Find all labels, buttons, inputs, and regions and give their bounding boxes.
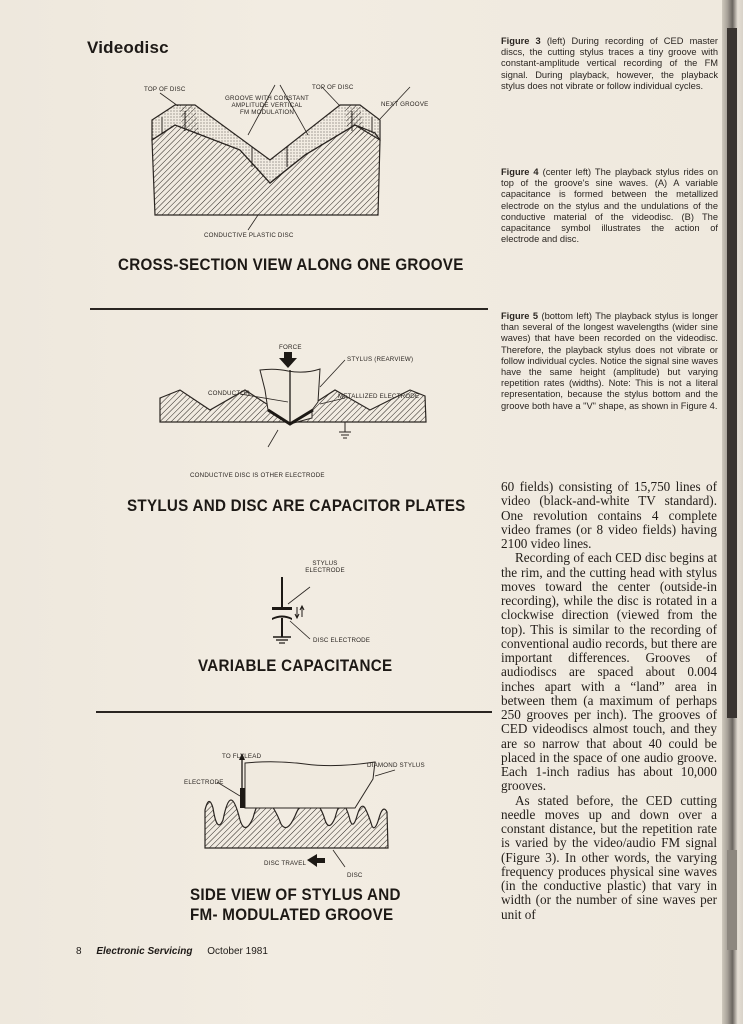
caption-figure-4: [501, 167, 718, 245]
label-next-groove: NEXT GROOVE: [381, 101, 429, 108]
label-to-flylead: TO FLYLEAD: [222, 753, 262, 760]
label-metallized-electrode: METALLIZED ELECTRODE: [338, 393, 420, 400]
divider-rule: [90, 308, 488, 310]
label-top-of-disc-left: TOP OF DISC: [144, 86, 186, 93]
ground-icon: [339, 422, 351, 438]
label-diamond-stylus: DIAMOND STYLUS: [367, 762, 425, 769]
electrode-bar: [240, 788, 245, 808]
label-conductive-plastic-disc: CONDUCTIVE PLASTIC DISC: [204, 232, 294, 239]
label-electrode: ELECTRODE: [184, 779, 224, 786]
figure-5-title-line-1: SIDE VIEW OF STYLUS AND: [190, 886, 401, 904]
page-edge: [722, 0, 743, 1024]
figure-3-title: CROSS-SECTION VIEW ALONG ONE GROOVE: [118, 256, 464, 274]
label-stylus-electrode-line-1: STYLUS: [312, 560, 338, 567]
label-groove-line-1: GROOVE WITH CONSTANT: [225, 95, 309, 102]
label-groove-line-2: AMPLITUDE VERTICAL: [231, 102, 303, 109]
body-paragraph: 60 fields) consisting of 15,750 lines of video (black-and-white TV standard). One revolution contains 4 complete video frames (or 8 video fields) having 2100 video lines.: [501, 479, 717, 551]
caption-label: Figure 5: [501, 311, 539, 321]
caption-label: Figure 3: [501, 36, 541, 46]
caption-text: (left) During recording of CED master discs, the cutting stylus traces a tiny groove with constant-amplitude vertical recording of the FM signal. During playback, however, the playback stylus does not vibrate or follow individual cycles.: [501, 36, 718, 91]
figure-4b-title: VARIABLE CAPACITANCE: [198, 657, 393, 675]
figure-5-title-line-2: FM- MODULATED GROOVE: [190, 906, 394, 924]
label-conductive-disc: CONDUCTIVE DISC IS OTHER ELECTRODE: [190, 472, 325, 479]
caption-text: (bottom left) The playback stylus is longer than several of the longest wavelengths (wider sine waves) that have been recorded on the videodisc. Therefore, the playback stylus does not vibrate or follow individual cycles. Notice the signal sine waves have the same height (amplitude) but varying repetition rates (widths). Note: This is not a literal representation, because the stylus bottom and the groove both have a "V" shape, as shown in Figure 4.: [501, 311, 718, 411]
issue-date: October 1981: [207, 946, 268, 957]
force-arrow-icon: [279, 352, 297, 368]
label-stylus-electrode-line-2: ELECTRODE: [305, 567, 345, 574]
diamond-stylus: [245, 762, 375, 808]
article-body: [501, 480, 717, 922]
body-paragraph: As stated before, the CED cutting needle moves up and down over a constant distance, but the repetition rate is varied by the video/audio FM signal (Figure 3). In other words, the varying frequency produces physical sine waves (in the conductive plastic) that vary in width (or the number of sine waves per unit of: [501, 792, 717, 922]
label-stylus-electrode: [300, 560, 350, 574]
label-top-of-disc-right: TOP OF DISC: [312, 84, 354, 91]
label-disc-electrode: DISC ELECTRODE: [313, 637, 371, 644]
divider-rule: [96, 711, 492, 713]
up-down-arrows-icon: [295, 606, 304, 618]
side-view-diagram: [195, 760, 425, 875]
label-disc-travel: DISC TRAVEL: [264, 860, 307, 867]
section-title: Videodisc: [87, 38, 169, 57]
figure-4a-title: STYLUS AND DISC ARE CAPACITOR PLATES: [127, 497, 466, 515]
caption-figure-5: [501, 311, 718, 412]
label-groove-line-3: FM MODULATION: [239, 109, 295, 116]
caption-label: Figure 4: [501, 167, 539, 177]
caption-figure-3: [501, 36, 718, 92]
disc-travel-arrow-icon: [307, 854, 325, 867]
page-footer: [76, 946, 268, 957]
label-disc: DISC: [347, 872, 363, 879]
body-paragraph: Recording of each CED disc begins at the rim, and the cutting head with stylus moves toward the center (outside-in recording), while the disc is rotated in a clockwise direction (viewed from the top). This is similar to the recording of conventional audio records, but there are important differences. Grooves of audiodiscs are spaced about 0.004 inches apart with a “land” area in between them (a maximum of perhaps 250 grooves per inch). The grooves of CED videodiscs almost touch, and they are so narrow that about 40 could be placed in the space of one audio groove. Each 1-inch radius has about 10,000 grooves.: [501, 550, 717, 794]
capacitor-symbol-icon: [270, 577, 310, 652]
label-groove: [222, 95, 312, 116]
label-force: FORCE: [279, 344, 302, 351]
stylus-capacitor-diagram: [150, 352, 450, 462]
magazine-name: Electronic Servicing: [96, 946, 193, 957]
caption-text: (center left) The playback stylus rides on top of the groove's sine waves. (A) A variable capacitance is formed between the metallized electrode on the stylus and the undulations of the conductive material of the videodisc. (B) The capacitance symbol illustrates the action of electrode and disc.: [501, 167, 718, 245]
page-number: 8: [76, 946, 82, 957]
label-conductor: CONDUCTOR: [208, 390, 250, 397]
label-stylus-rearview: STYLUS (REARVIEW): [347, 356, 414, 363]
